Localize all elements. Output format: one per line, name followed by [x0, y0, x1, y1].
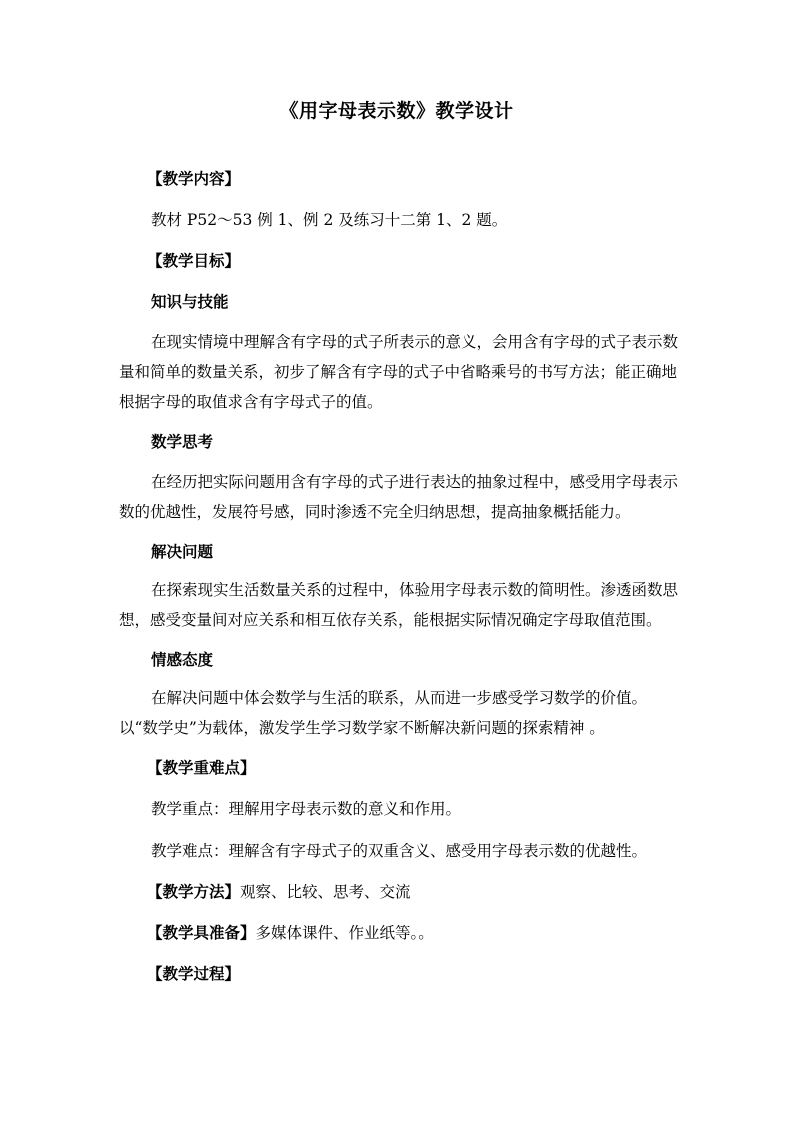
document-title: 《用字母表示数》教学设计 [279, 100, 514, 122]
section-heading-keypoints: 【教学重难点】 [147, 758, 256, 777]
subheading-thinking: 数学思考 [151, 432, 214, 451]
section-heading-process: 【教学过程】 [147, 964, 241, 983]
section-heading-goals: 【教学目标】 [147, 251, 241, 270]
content-text: 教材 P52～53 例 1、例 2 及练习十二第 1、2 题。 [151, 211, 508, 229]
subheading-solving: 解决问题 [151, 542, 214, 561]
prep-text: 多媒体课件、作业纸等。。 [255, 924, 434, 942]
section-heading-content: 【教学内容】 [147, 169, 241, 188]
methods-text: 观察、比较、思考、交流 [240, 883, 411, 901]
solving-paragraph: 在探索现实生活数量关系的过程中，体验用字母表示数的简明性。渗透函数思想，感受变量间对应关系和相互依存关系，能根据实际情况确定字母取值范围。 [119, 581, 679, 629]
section-heading-methods: 【教学方法】 [147, 882, 241, 901]
subheading-knowledge: 知识与技能 [151, 292, 229, 311]
keypoint-text: 教学重点：理解用字母表示数的意义和作用。 [151, 800, 462, 818]
thinking-paragraph: 在经历把实际问题用含有字母的式子进行表达的抽象过程中，感受用字母表示数的优越性，发展符号感，同时渗透不完全归纳思想，提高抽象概括能力。 [119, 473, 679, 521]
difficulty-text: 教学难点：理解含有字母式子的双重含义、感受用字母表示数的优越性。 [151, 842, 648, 860]
attitude-paragraph: 在解决问题中体会数学与生活的联系，从而进一步感受学习数学的价值。以“数学史”为载体，激发学生学习数学家不断解决新问题的探索精神 。 [119, 689, 648, 737]
prep-line [147, 923, 434, 943]
knowledge-paragraph: 在现实情境中理解含有字母的式子所表示的意义，会用含有字母的式子表示数量和简单的数量关系，初步了解含有字母的式子中省略乘号的书写方法；能正确地根据字母的取值求含有字母式子的值。 [119, 333, 679, 411]
methods-line [147, 882, 411, 902]
section-heading-prep: 【教学具准备】 [147, 923, 256, 942]
subheading-attitude: 情感态度 [151, 650, 214, 669]
